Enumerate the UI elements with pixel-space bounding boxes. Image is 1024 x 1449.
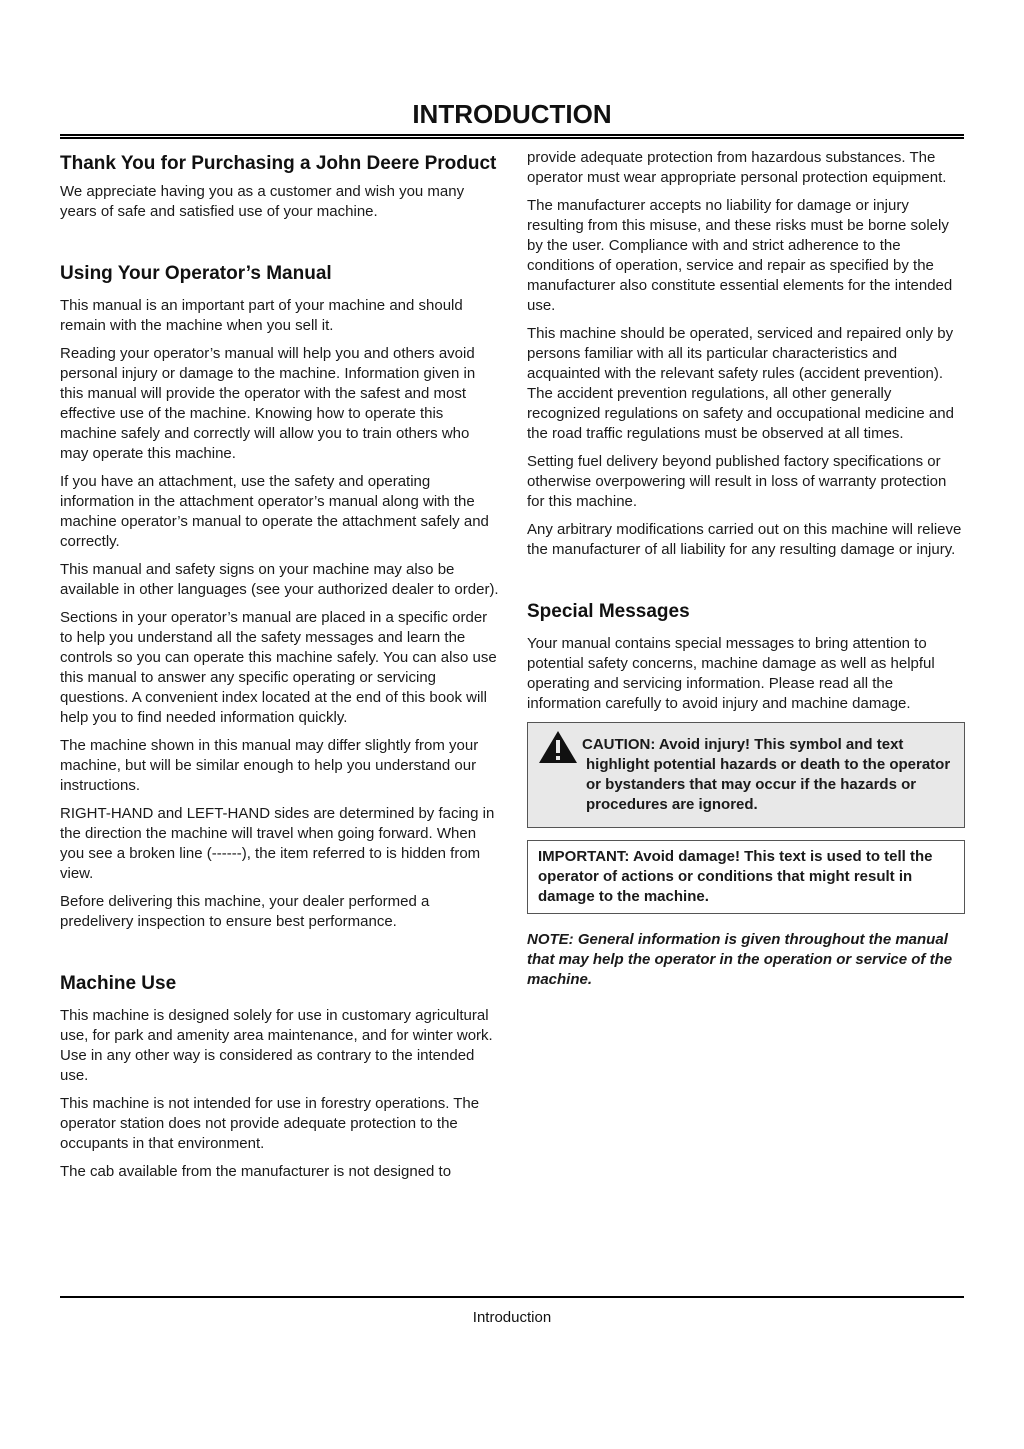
special-messages-paragraph: Your manual contains special messages to bring attention to potential safety concerns, machine damage as well as helpful operating and servicing information. Please read all the information carefully to avoid injury and machine damage.: [527, 635, 935, 712]
machine-use-heading: Machine Use: [60, 973, 177, 994]
machine-use-paragraph: The cab available from the manufacturer is not designed to: [60, 1163, 452, 1180]
manual-paragraph: RIGHT-HAND and LEFT-HAND sides are determined by facing in the direction the machine will travel when going forward. When you see a broken line (------), the item referred to is hidden from view.: [60, 805, 495, 882]
note-text: NOTE: General information is given throughout the manual that may help the operator in the operation or service of the machine.: [527, 931, 953, 988]
left-column: [60, 150, 500, 1190]
machine-use-continued-paragraph: The manufacturer accepts no liability for damage or injury resulting from this misuse, and these risks must be borne solely by the user. Compliance with and strict adherence to the conditions of operation, service and repair as specified by the manufacturer also constitute essential elements for the intended use.: [527, 197, 953, 314]
page-title: INTRODUCTION: [412, 99, 612, 129]
manual-paragraph: This manual is an important part of your machine and should remain with the machine when you sell it.: [60, 297, 463, 334]
important-box: [527, 840, 965, 914]
machine-use-continued-paragraph: Any arbitrary modifications carried out on this machine will relieve the manufacturer of all liability for any resulting damage or injury.: [527, 521, 962, 558]
caution-text: CAUTION: Avoid injury! This symbol and text highlight potential hazards or death to the operator or bystanders that may occur if the hazards or procedures are ignored.: [582, 736, 951, 813]
manual-paragraph: Before delivering this machine, your dealer performed a predelivery inspection to ensure best performance.: [60, 893, 430, 930]
machine-use-continued-paragraph: provide adequate protection from hazardous substances. The operator must wear appropriate personal protection equipment.: [527, 149, 947, 186]
footer-rule: [60, 1296, 964, 1298]
caution-box: [527, 722, 965, 828]
manual-paragraph: If you have an attachment, use the safety and operating information in the attachment operator’s manual along with the machine operator’s manual to operate the attachment safely and correctly.: [60, 473, 489, 550]
manual-paragraph: Reading your operator’s manual will help you and others avoid personal injury or damage to the machine. Information given in this manual will provide the operator with the safest and most effective use of the machine. Knowing how to operate this machine safely and correctly will allow you to train others who may operate this machine.: [60, 345, 476, 462]
important-text: IMPORTANT: Avoid damage! This text is used to tell the operator of actions or conditions that might result in damage to the machine.: [538, 848, 933, 905]
special-messages-heading: Special Messages: [527, 601, 690, 622]
thank-you-paragraph: We appreciate having you as a customer and wish you many years of safe and satisfied use of your machine.: [60, 183, 465, 220]
manual-heading: Using Your Operator’s Manual: [60, 263, 332, 284]
machine-use-continued-paragraph: This machine should be operated, serviced and repaired only by persons familiar with all its particular characteristics and acquainted with the relevant safety rules (accident prevention). The accident prevention regulations, all other generally recognized regulations on safety and occupational medicine and the road traffic regulations must be observed at all times.: [527, 325, 954, 442]
thank-you-heading: Thank You for Purchasing a John Deere Product: [60, 153, 497, 174]
manual-paragraph: Sections in your operator’s manual are placed in a specific order to help you understand all the safety messages and learn the controls so you can operate this machine safely. You can also use this manual to answer any specific operating or servicing questions. A convenient index located at the end of this book will help you to find needed information quickly.: [60, 609, 497, 726]
machine-use-paragraph: This machine is designed solely for use in customary agricultural use, for park and amenity area maintenance, and for winter work. Use in any other way is considered as contrary to the intended use.: [60, 1007, 493, 1084]
manual-paragraph: The machine shown in this manual may differ slightly from your machine, but will be similar enough to help you understand our instructions.: [60, 737, 479, 794]
page-footer: Introduction: [472, 1309, 552, 1326]
title-rule: [60, 134, 964, 139]
warning-triangle-icon: [537, 729, 579, 765]
manual-paragraph: This manual and safety signs on your machine may also be available in other languages (see your authorized dealer to order).: [60, 561, 499, 598]
machine-use-paragraph: This machine is not intended for use in forestry operations. The operator station does not provide adequate protection to the occupants in that environment.: [60, 1095, 480, 1152]
right-column: [527, 148, 965, 998]
machine-use-continued-paragraph: Setting fuel delivery beyond published factory specifications or otherwise overpowering will result in loss of warranty protection for this machine.: [527, 453, 947, 510]
